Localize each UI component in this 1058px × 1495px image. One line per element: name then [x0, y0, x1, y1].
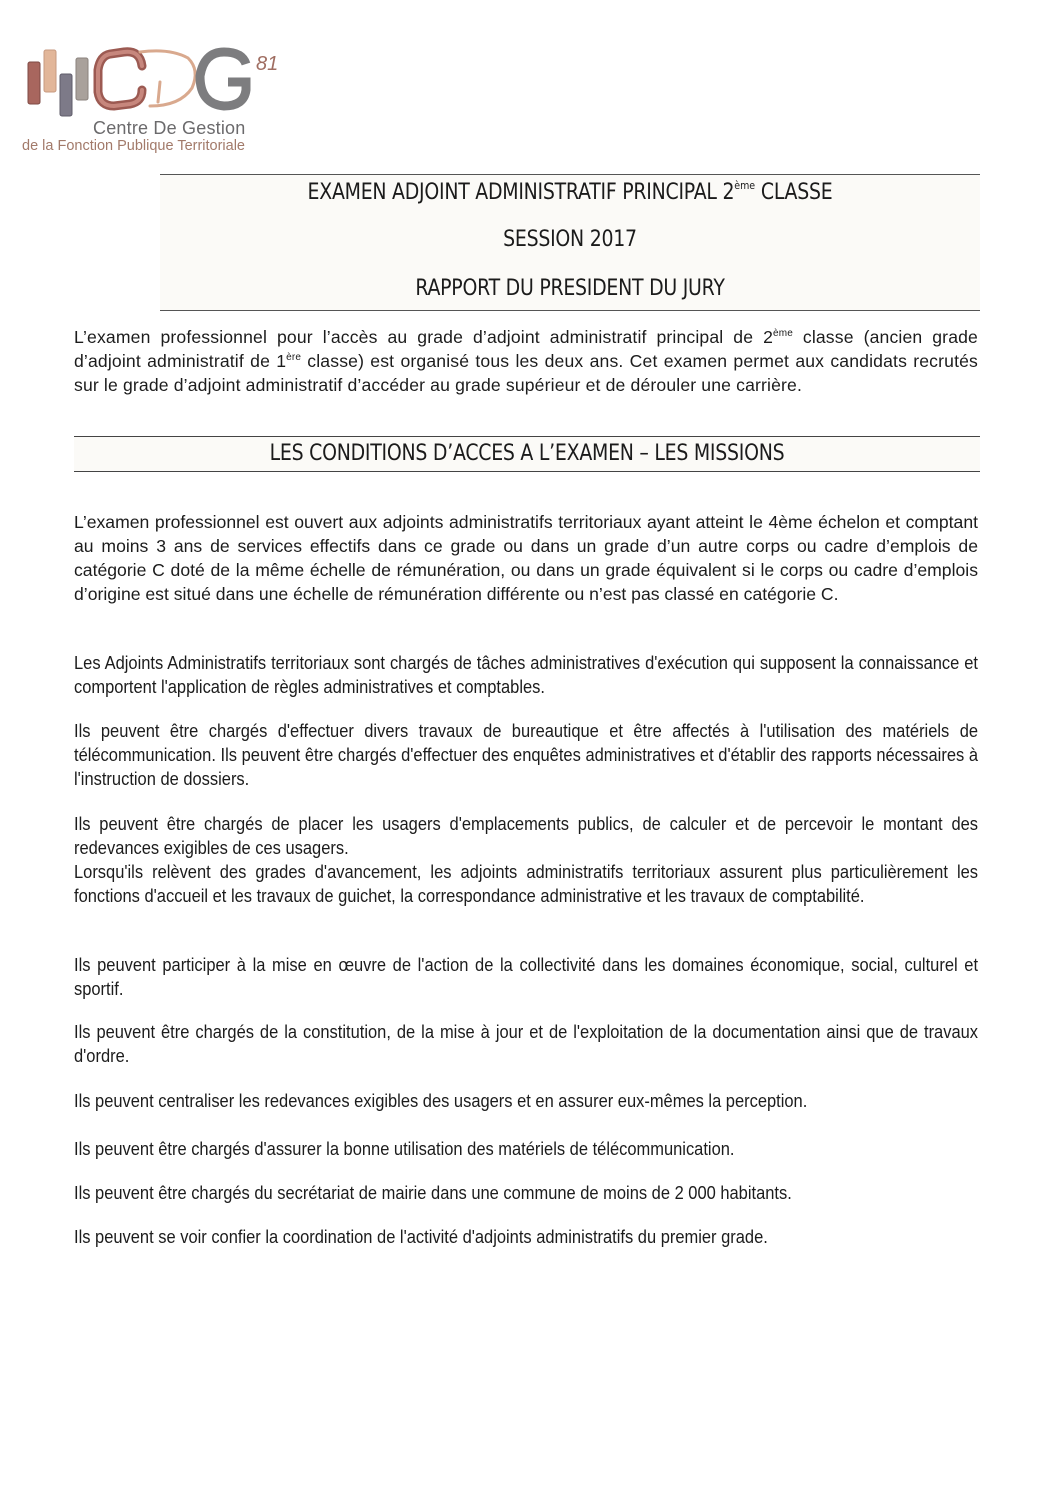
- missions-paragraph: Ils peuvent être chargés de la constitution, de la mise à jour et de l'exploitation de la documentation ainsi que de travaux d'ordre.: [74, 1022, 979, 1066]
- exam-title-main: EXAMEN ADJOINT ADMINISTRATIF PRINCIPAL 2: [307, 180, 735, 205]
- session-title: SESSION 2017: [503, 227, 637, 252]
- logo-subtitle-line2: de la Fonction Publique Territoriale: [22, 138, 246, 154]
- conditions-paragraph: L’examen professionnel est ouvert aux adjoints administratifs territoriaux ayant atteint le 4ème échelon et comptant au moins 3 ans de services effectifs dans ce grade ou dans un grade d’un autre corps ou cadre d’emplois de catégorie C doté de la même échelle de rémunération, ou dans un grade équivalent si le corps ou cadre d’emplois d’origine est situé dans une échelle de rémunération différente ou n’est pas classé en catégorie C.: [74, 512, 978, 604]
- section-heading: [74, 436, 980, 472]
- exam-title: [217, 179, 922, 205]
- missions-text: Lorsqu'ils relèvent des grades d'avancement, les adjoints administratifs territoriaux assurent plus particulièrement les fonctions d'accueil et les travaux de guichet, la correspondance administrative et les travaux de comptabilité.: [74, 862, 979, 906]
- svg-text:81: 81: [256, 53, 279, 75]
- missions-paragraph: Ils peuvent être chargés du secrétariat de mairie dans une commune de moins de 2 000 habitants.: [74, 1183, 792, 1203]
- missions-paragraph: Ils peuvent être chargés d'effectuer divers travaux de bureautique et être affectés à l'utilisation des matériels de télécommunication. Ils peuvent être chargés d'effectuer des enquêtes administratives et d'établir des rapports nécessaires à l'instruction de dossiers.: [74, 721, 979, 789]
- cdg81-logo: [20, 40, 300, 160]
- cdg-logo-mark-icon: [20, 40, 300, 120]
- intro-paragraph: [74, 325, 978, 397]
- intro-text-1: L’examen professionnel pour l’accès au grade d’adjoint administratif principal de 2: [74, 327, 774, 347]
- missions-paragraph: Ils peuvent être chargés d'assurer la bonne utilisation des matériels de télécommunication.: [74, 1139, 735, 1159]
- missions-paragraph: Ils peuvent participer à la mise en œuvre de l'action de la collectivité dans les domaines économique, social, culturel et sportif.: [74, 955, 979, 999]
- missions-paragraph: [74, 812, 978, 908]
- intro-text-2: classe (ancien grade d’adjoint administratif de 1: [74, 327, 978, 371]
- exam-title-suffix: CLASSE: [755, 180, 833, 205]
- section-heading-text: LES CONDITIONS D’ACCES A L’EXAMEN – LES MISSIONS: [269, 441, 785, 466]
- missions-text: Ils peuvent être chargés de placer les usagers d'emplacements publics, de calculer et de percevoir le montant des redevances exigibles de ces usagers.: [74, 814, 979, 858]
- report-title: RAPPORT DU PRESIDENT DU JURY: [415, 276, 725, 301]
- missions-paragraph: Ils peuvent centraliser les redevances exigibles des usagers et en assurer eux-mêmes la perception.: [74, 1091, 808, 1111]
- document-title-block: [160, 174, 980, 311]
- intro-sup-2: ère: [286, 352, 302, 363]
- exam-title-superscript: ème: [734, 179, 756, 192]
- missions-paragraph: Ils peuvent se voir confier la coordination de l'activité d'adjoints administratifs du premier grade.: [74, 1227, 768, 1247]
- intro-text-3: classe) est organisé tous les deux ans. Cet examen permet aux candidats recrutés sur le grade d’adjoint administratif d’accéder au grade supérieur et de dérouler une carrière.: [74, 351, 978, 395]
- missions-paragraph: Les Adjoints Administratifs territoriaux sont chargés de tâches administratives d'exécution qui supposent la connaissance et comportent l'application de règles administratives et comptables.: [74, 653, 979, 697]
- logo-subtitle-line1: Centre De Gestion: [93, 118, 246, 138]
- intro-sup-1: ème: [773, 328, 793, 339]
